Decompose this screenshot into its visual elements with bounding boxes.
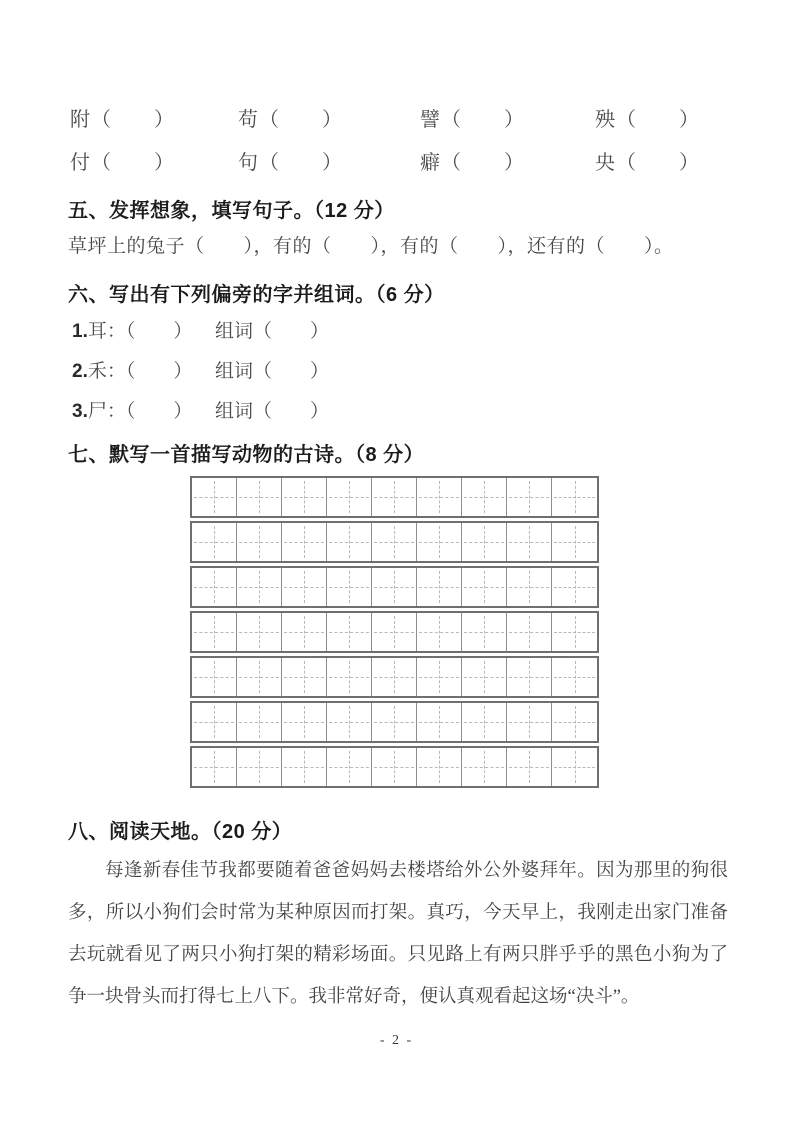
grid-strip (190, 521, 599, 563)
writing-cell (417, 523, 462, 561)
writing-cell (552, 568, 597, 606)
writing-cell (552, 748, 597, 786)
writing-cell (237, 703, 282, 741)
writing-cell (327, 658, 372, 696)
page-number: - 2 - (379, 1033, 414, 1048)
character-item: 癖（ ） (420, 152, 525, 174)
writing-cell (327, 523, 372, 561)
writing-cell (462, 658, 507, 696)
writing-cell (192, 703, 237, 741)
radical-item-row (68, 356, 728, 382)
section6-heading: 六、写出有下列偏旁的字并组词。（6 分） (68, 284, 445, 306)
item-number: 2. (72, 361, 88, 382)
writing-cell (462, 703, 507, 741)
radical-item-row (68, 316, 728, 342)
writing-cell (192, 568, 237, 606)
writing-cell (372, 748, 417, 786)
writing-cell (417, 658, 462, 696)
writing-cell (462, 478, 507, 516)
writing-cell (327, 613, 372, 651)
item-number: 3. (72, 401, 88, 422)
writing-cell (552, 523, 597, 561)
character-pair-row-1 (68, 103, 728, 129)
writing-cell (327, 478, 372, 516)
character-item: 苟（ ） (238, 109, 343, 131)
writing-cell (462, 568, 507, 606)
writing-cell (237, 613, 282, 651)
writing-cell (507, 523, 552, 561)
writing-cell (552, 478, 597, 516)
writing-cell (282, 523, 327, 561)
item-number: 1. (72, 321, 88, 342)
section7-heading: 七、默写一首描写动物的古诗。（8 分） (68, 444, 425, 466)
grid-strip (190, 746, 599, 788)
section8-heading: 八、阅读天地。（20 分） (68, 821, 293, 843)
writing-cell (282, 613, 327, 651)
character-item: 譬（ ） (420, 109, 525, 131)
zuci-label: 组词（ ） (215, 401, 330, 422)
writing-cell (552, 658, 597, 696)
writing-cell (417, 613, 462, 651)
writing-cell (507, 478, 552, 516)
writing-cell (372, 568, 417, 606)
writing-cell (417, 568, 462, 606)
writing-cell (507, 703, 552, 741)
writing-cell (552, 703, 597, 741)
writing-cell (372, 613, 417, 651)
writing-cell (417, 478, 462, 516)
radical-label: 2.禾：（ ） (72, 361, 193, 382)
writing-cell (462, 613, 507, 651)
writing-cell (192, 478, 237, 516)
character-pair-row-2 (68, 146, 728, 172)
writing-cell (282, 658, 327, 696)
writing-cell (282, 478, 327, 516)
grid-strip (190, 566, 599, 608)
writing-cell (237, 523, 282, 561)
writing-cell (507, 748, 552, 786)
passage-line: 去玩就看见了两只小狗打架的精彩场面。只见路上有两只胖乎乎的黑色小狗为了 (68, 945, 728, 965)
reading-passage (68, 850, 728, 1018)
grid-strip (190, 656, 599, 698)
writing-cell (192, 613, 237, 651)
radical-label: 3.尸：（ ） (72, 401, 193, 422)
character-item: 殃（ ） (595, 109, 700, 131)
writing-cell (327, 748, 372, 786)
writing-cell (237, 748, 282, 786)
character-item: 附（ ） (70, 109, 175, 131)
radical-item-row (68, 396, 728, 422)
writing-cell (282, 748, 327, 786)
writing-cell (237, 568, 282, 606)
zuci-label: 组词（ ） (215, 321, 330, 342)
writing-cell (417, 703, 462, 741)
passage-line: 争一块骨头而打得七上八下。我非常好奇，便认真观看起这场“决斗”。 (68, 987, 640, 1007)
writing-cell (282, 703, 327, 741)
grid-strip (190, 701, 599, 743)
grid-strip (190, 476, 599, 518)
section5-heading: 五、发挥想象，填写句子。（12 分） (68, 200, 395, 222)
writing-cell (507, 568, 552, 606)
passage-line: 每逢新春佳节我都要随着爸爸妈妈去楼塔给外公外婆拜年。因为那里的狗很 (105, 861, 728, 881)
fill-in-sentence: 草坪上的兔子（ ），有的（ ），有的（ ），还有的（ ）。 (68, 236, 674, 257)
writing-cell (192, 523, 237, 561)
writing-cell (507, 613, 552, 651)
writing-cell (372, 523, 417, 561)
character-item: 付（ ） (70, 152, 175, 174)
writing-cell (372, 658, 417, 696)
zuci-label: 组词（ ） (215, 361, 330, 382)
writing-cell (237, 658, 282, 696)
writing-cell (327, 568, 372, 606)
grid-strip (190, 611, 599, 653)
writing-cell (462, 748, 507, 786)
writing-cell (282, 568, 327, 606)
writing-cell (327, 703, 372, 741)
writing-cell (372, 703, 417, 741)
writing-cell (192, 658, 237, 696)
writing-cell (417, 748, 462, 786)
writing-cell (192, 748, 237, 786)
character-item: 句（ ） (238, 152, 343, 174)
writing-cell (462, 523, 507, 561)
writing-cell (237, 478, 282, 516)
radical-label: 1.耳：（ ） (72, 321, 193, 342)
writing-cell (552, 613, 597, 651)
writing-cell (372, 478, 417, 516)
passage-line: 多，所以小狗们会时常为某种原因而打架。真巧，今天早上，我刚走出家门准备 (68, 903, 728, 923)
writing-cell (507, 658, 552, 696)
writing-grid (190, 476, 599, 791)
character-item: 央（ ） (595, 152, 700, 174)
